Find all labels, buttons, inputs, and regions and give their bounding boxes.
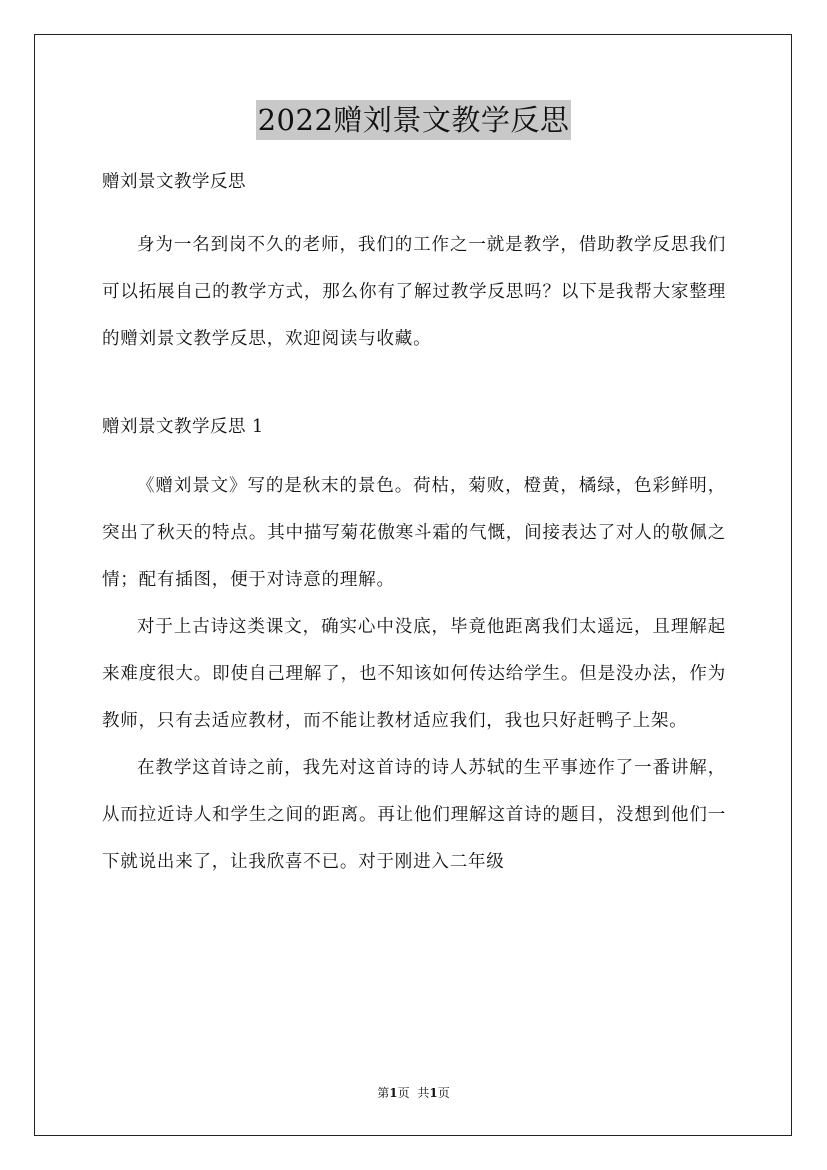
footer-prefix: 第 [377,1086,390,1100]
section-heading: 赠刘景文教学反思 [102,172,246,192]
body-paragraph: 《赠刘景文》写的是秋末的景色。荷枯，菊败，橙黄，橘绿，色彩鲜明，突出了秋天的特点。其中描写菊花傲寒斗霜的气慨，间接表达了对人的敬佩之情；配有插图，便于对诗意的理解。 [102,476,726,590]
page-footer [0,1085,827,1101]
footer-page-suffix: 页 [397,1086,410,1100]
body-paragraph: 对于上古诗这类课文，确实心中没底，毕竟他距离我们太遥远，且理解起来难度很大。即使自己理解了，也不知该如何传达给学生。但是没办法，作为教师，只有去适应教材，而不能让教材适应我们，我也只好赶鸭子上架。 [102,617,726,731]
body-paragraph: 在教学这首诗之前，我先对这首诗的诗人苏轼的生平事迹作了一番讲解，从而拉近诗人和学生之间的距离。再让他们理解这首诗的题目，没想到他们一下就说出来了，让我欣喜不已。对于刚进入二年级 [102,758,726,872]
document-title: 2022赠刘景文教学反思 [256,100,572,140]
intro-paragraph: 身为一名到岗不久的老师，我们的工作之一就是教学，借助教学反思我们可以拓展自己的教学方式，那么你有了解过教学反思吗？以下是我帮大家整理的赠刘景文教学反思，欢迎阅读与收藏。 [102,235,726,349]
footer-total-suffix: 页 [437,1086,450,1100]
section-heading-1: 赠刘景文教学反思 1 [102,417,264,437]
footer-page-number: 1 [389,1086,398,1100]
document-body [102,170,726,886]
footer-total-prefix: 共 [417,1086,430,1100]
footer-total-pages: 1 [429,1086,438,1100]
document-title-wrapper [0,100,827,140]
